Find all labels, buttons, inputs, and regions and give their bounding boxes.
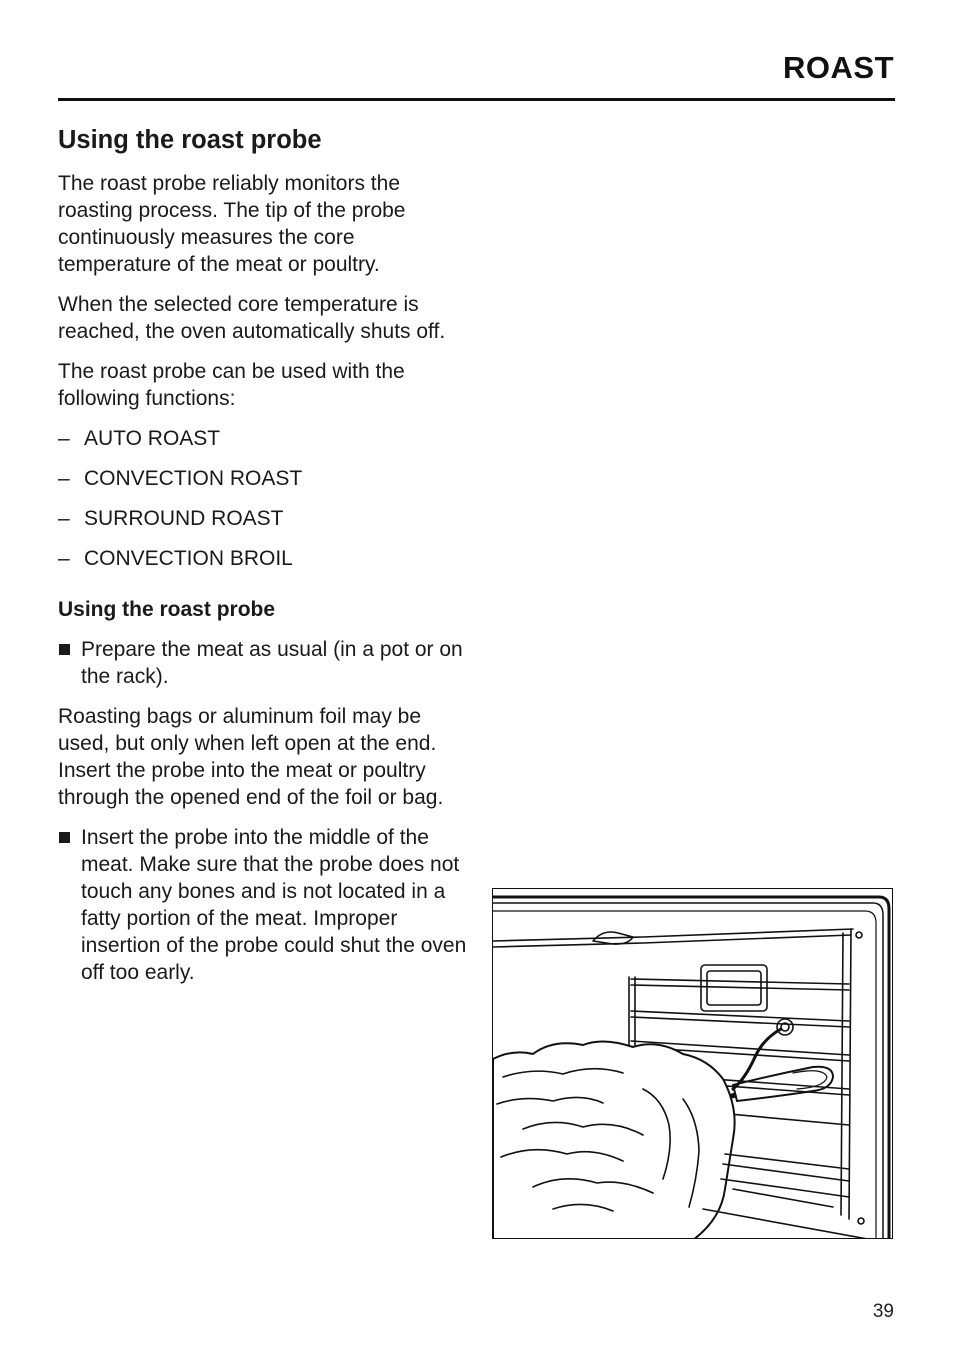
step-item	[58, 636, 470, 690]
square-bullet-icon	[59, 832, 70, 843]
page-header-title: ROAST	[783, 50, 894, 85]
page-number: 39	[872, 1301, 894, 1322]
function-list-item: – SURROUND ROAST	[58, 505, 470, 532]
function-list-item: – AUTO ROAST	[58, 425, 470, 452]
section-heading: Using the roast probe	[58, 126, 322, 154]
text-column	[58, 124, 470, 999]
step-item	[58, 824, 470, 986]
functions-intro-paragraph: The roast probe can be used with the following functions:	[58, 360, 405, 410]
step-text: Prepare the meat as usual (in a pot or on the rack).	[81, 638, 463, 688]
oven-interior-drawing	[493, 889, 893, 1239]
oven-probe-illustration	[492, 888, 893, 1239]
intro-paragraph: The roast probe reliably monitors the roasting process. The tip of the probe continuously measures the core temperature of the meat or poultry.	[58, 172, 406, 276]
foil-note-paragraph: Roasting bags or aluminum foil may be used, but only when left open at the end. Insert the probe into the meat or poultry through the opened end of the foil or bag.	[58, 705, 444, 809]
header-rule	[58, 98, 895, 101]
function-list-item: – CONVECTION ROAST	[58, 465, 470, 492]
step-text: Insert the probe into the middle of the meat. Make sure that the probe does not touch any bones and is not located in a fatty portion of the meat. Improper insertion of the probe could shut the oven off too early.	[81, 826, 467, 984]
function-list-item: – CONVECTION BROIL	[58, 545, 470, 572]
shutoff-paragraph: When the selected core temperature is reached, the oven automatically shuts off.	[58, 293, 446, 343]
square-bullet-icon	[59, 644, 70, 655]
subsection-heading: Using the roast probe	[58, 598, 276, 621]
